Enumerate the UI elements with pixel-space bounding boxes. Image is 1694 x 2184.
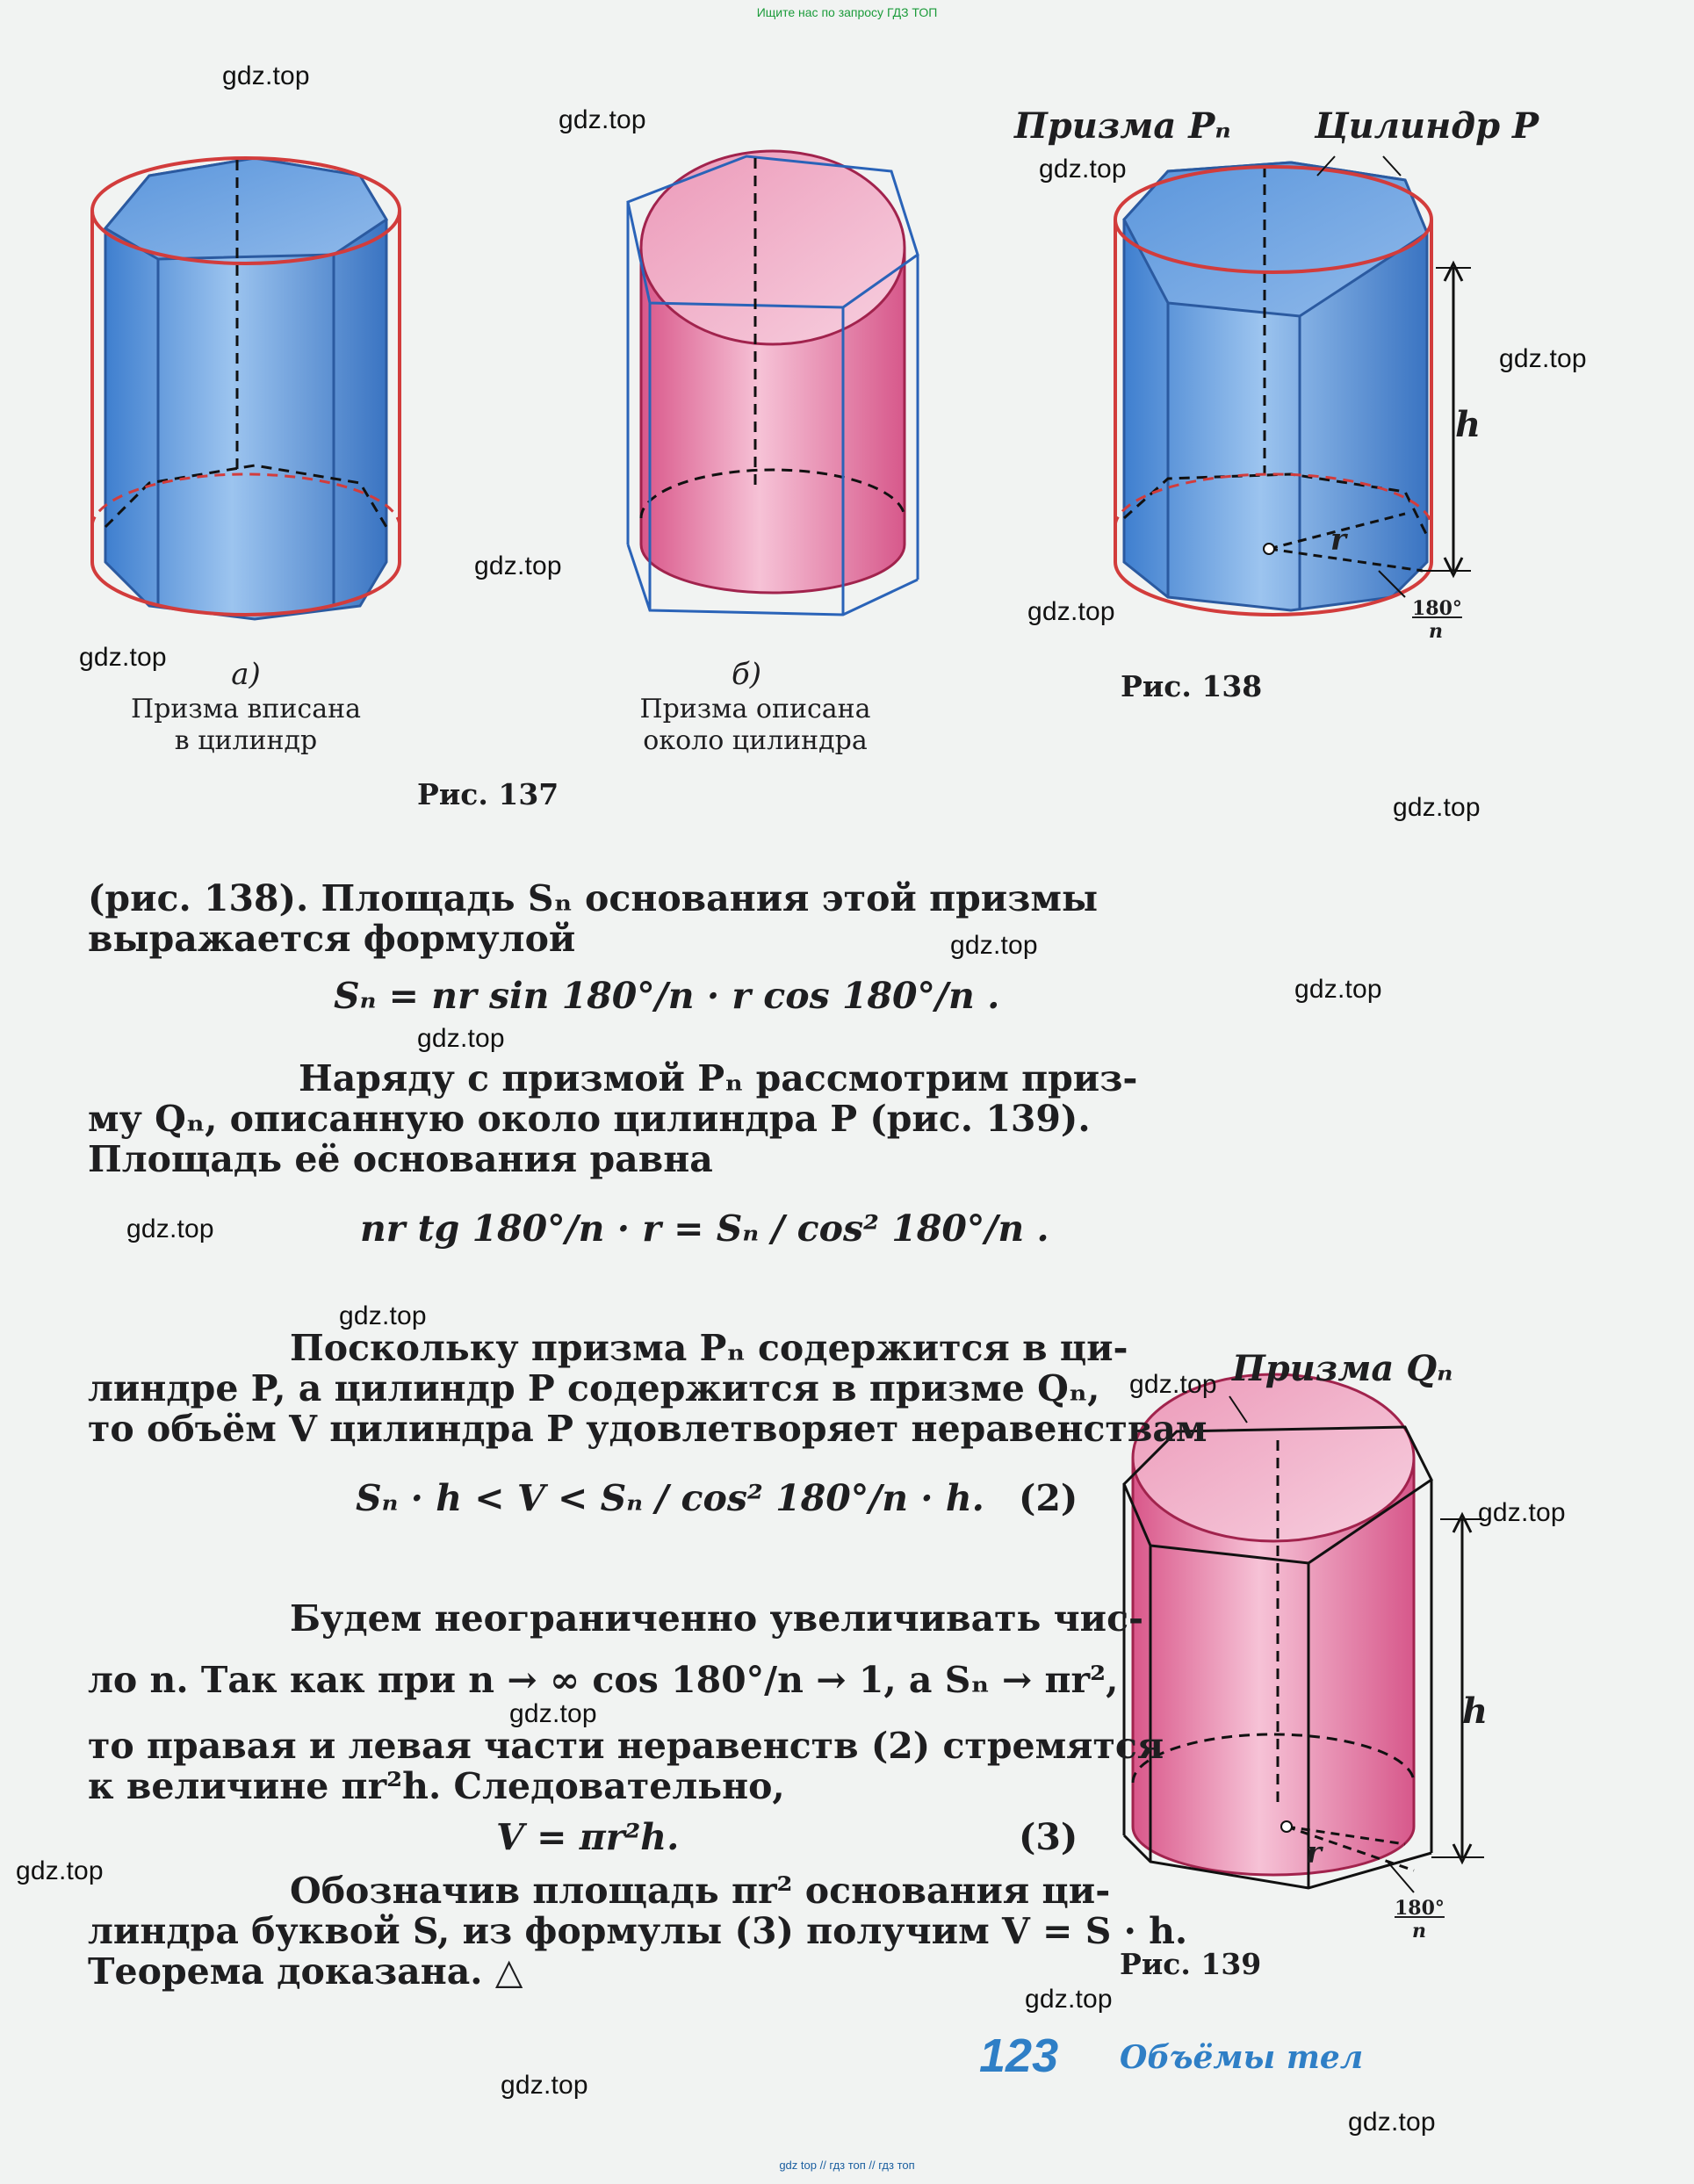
bottom-watermark-bar: gdz top // гдз топ // гдз топ <box>779 2159 915 2172</box>
watermark-1: gdz.top <box>222 61 310 90</box>
fig139-angle-numerator: 180° <box>1395 1897 1445 1920</box>
paragraph-3-line-1: Поскольку призма Pₙ содержится в ци- <box>290 1327 1128 1369</box>
watermark-20: gdz.top <box>1348 2108 1436 2137</box>
fig137a-prism-in-cylinder <box>92 158 400 619</box>
fig137-title: Рис. 137 <box>417 777 559 811</box>
paragraph-2-line-1: Наряду с призмой Pₙ рассмотрим приз- <box>299 1057 1138 1099</box>
fig138-cylinder-label: Цилиндр P <box>1315 105 1539 147</box>
paragraph-2-line-2: му Qₙ, описанную около цилиндра P (рис. 139). <box>88 1098 1091 1140</box>
fig138-angle-denominator: n <box>1429 620 1443 643</box>
paragraph-5-line-2: линдра буквой S, из формулы (3) получим V = S · h. <box>88 1910 1188 1952</box>
fig139-prism-around-cylinder <box>1124 1374 1484 1892</box>
fig139-angle-denominator: n <box>1412 1920 1426 1943</box>
fig138-angle-numerator: 180° <box>1412 597 1462 620</box>
watermark-9: gdz.top <box>950 931 1038 960</box>
paragraph-2-line-3: Площадь её основания равна <box>88 1138 713 1180</box>
watermark-8: gdz.top <box>1393 793 1481 822</box>
watermark-11: gdz.top <box>417 1024 505 1053</box>
paragraph-4-line-4: к величине πr²h. Следовательно, <box>88 1765 785 1807</box>
fig138-h-label: h <box>1455 404 1481 445</box>
fig139-title: Рис. 139 <box>1120 1947 1262 1981</box>
formula-4: V = πr²h. <box>496 1816 680 1858</box>
paragraph-3-line-3: то объём V цилиндра P удовлетворяет неравенствам <box>88 1408 1207 1450</box>
watermark-16: gdz.top <box>509 1699 597 1728</box>
watermark-12: gdz.top <box>126 1215 214 1243</box>
equation-number-3: (3) <box>1019 1816 1078 1858</box>
formula-1: Sₙ = nr sin 180°/n · r cos 180°/n . <box>334 975 1000 1017</box>
watermark-3: gdz.top <box>1039 155 1127 184</box>
watermark-19: gdz.top <box>501 2071 588 2100</box>
fig137b-prism-around-cylinder <box>628 151 918 615</box>
watermark-4: gdz.top <box>1499 344 1587 373</box>
paragraph-5-line-1: Обозначив площадь πr² основания ци- <box>290 1870 1111 1912</box>
watermark-15: gdz.top <box>1478 1498 1566 1527</box>
fig137a-caption-line1: Призма вписана <box>131 694 361 724</box>
watermark-18: gdz.top <box>1025 1985 1113 2014</box>
paragraph-1-line-2: выражается формулой <box>88 918 576 960</box>
paragraph-4-line-2: ло n. Так как при n → ∞ cos 180°/n → 1, а Sₙ → πr², <box>88 1659 1119 1701</box>
watermark-7: gdz.top <box>79 643 167 672</box>
paragraph-5-line-3: Теорема доказана. △ <box>88 1950 523 1993</box>
watermark-5: gdz.top <box>474 551 562 580</box>
fig137b-caption-line1: Призма описана <box>639 694 871 724</box>
fig138-title: Рис. 138 <box>1121 669 1263 703</box>
fig137a-caption-line2: в цилиндр <box>174 725 318 756</box>
fig137a-letter: а) <box>231 657 261 692</box>
paragraph-3-line-2: линдре P, а цилиндр P содержится в призме Qₙ, <box>88 1367 1100 1409</box>
fig138-prism-label: Призма Pₙ <box>1014 105 1231 147</box>
watermark-17: gdz.top <box>16 1856 104 1885</box>
paragraph-1-line-1: (рис. 138). Площадь Sₙ основания этой призмы <box>88 877 1099 919</box>
paragraph-4-line-1: Будем неограниченно увеличивать чис- <box>290 1597 1144 1640</box>
fig138-r-label: r <box>1330 523 1346 558</box>
equation-number-2: (2) <box>1019 1477 1078 1519</box>
fig138-prism-in-cylinder <box>1115 156 1471 615</box>
fig139-h-label: h <box>1462 1690 1489 1732</box>
watermark-2: gdz.top <box>559 105 646 134</box>
formula-2: nr tg 180°/n · r = Sₙ / cos² 180°/n . <box>360 1207 1049 1250</box>
watermark-10: gdz.top <box>1294 975 1382 1004</box>
section-title: Объёмы тел <box>1120 2039 1364 2076</box>
fig139-prism-label: Призма Qₙ <box>1232 1348 1453 1389</box>
fig137b-letter: б) <box>731 657 762 692</box>
top-watermark-bar: Ищите нас по запросу ГДЗ ТОП <box>756 5 938 19</box>
formula-3: Sₙ · h < V < Sₙ / cos² 180°/n · h. <box>356 1477 984 1519</box>
watermark-14: gdz.top <box>1129 1370 1217 1399</box>
paragraph-4-line-3: то правая и левая части неравенств (2) стремятся <box>88 1725 1164 1767</box>
watermark-6: gdz.top <box>1027 597 1115 626</box>
fig139-r-label: r <box>1306 1835 1322 1870</box>
watermark-13: gdz.top <box>339 1301 427 1330</box>
fig137b-caption-line2: около цилиндра <box>643 725 868 756</box>
page-number: 123 <box>979 2029 1059 2082</box>
